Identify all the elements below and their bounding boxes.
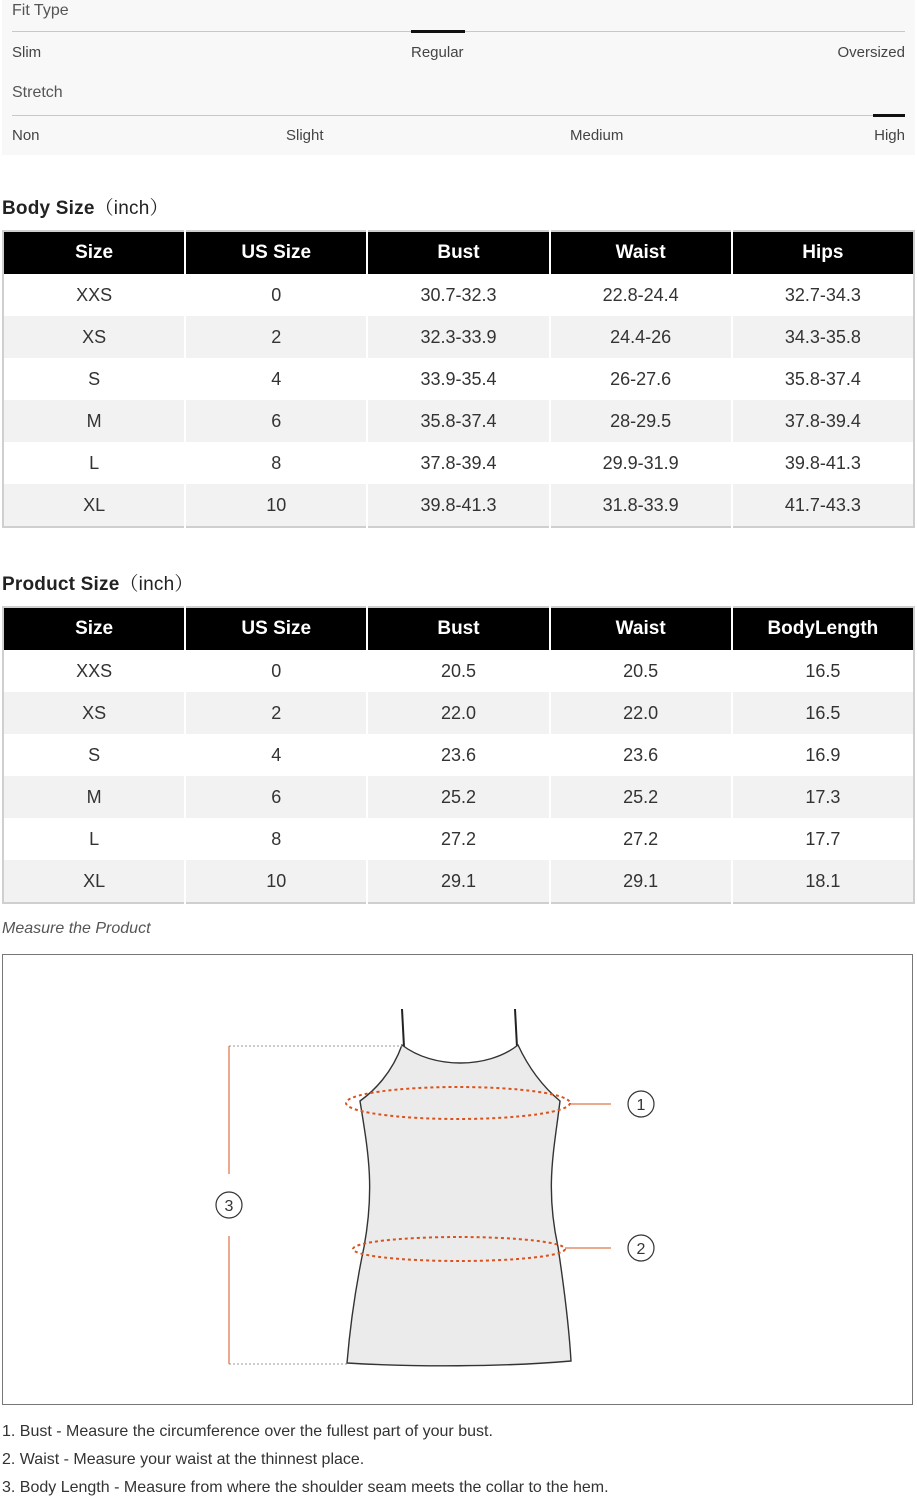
- cell: 2: [185, 316, 367, 358]
- stretch-track: [12, 115, 905, 116]
- cell: 27.2: [367, 818, 549, 860]
- camisole-body-shape: [347, 1045, 571, 1366]
- cell: 28-29.5: [550, 400, 732, 442]
- cell: 26-27.6: [550, 358, 732, 400]
- cell: 10: [185, 860, 367, 903]
- cell: 22.0: [550, 692, 732, 734]
- cell: 17.3: [732, 776, 914, 818]
- cell: 27.2: [550, 818, 732, 860]
- fit-type-marker: [411, 30, 465, 33]
- product-size-table: [2, 606, 915, 904]
- product-size-title-text: Product Size: [2, 574, 120, 595]
- header-us-size: US Size: [185, 607, 367, 650]
- cell: 25.2: [367, 776, 549, 818]
- table-row: [3, 860, 914, 903]
- body-size-title: [2, 193, 169, 220]
- cell: 4: [185, 358, 367, 400]
- marker-3-label: 3: [224, 1198, 234, 1215]
- cell: 29.1: [367, 860, 549, 903]
- product-size-unit: （inch）: [119, 574, 194, 595]
- fit-stretch-panel: [2, 0, 915, 155]
- cell: XXS: [3, 650, 185, 692]
- right-strap: [515, 1009, 517, 1047]
- cell: 18.1: [732, 860, 914, 903]
- cell: 39.8-41.3: [367, 484, 549, 527]
- cell: M: [3, 776, 185, 818]
- table-row: [3, 650, 914, 692]
- cell: 39.8-41.3: [784, 452, 861, 473]
- cell: 31.8-33.9: [550, 484, 732, 527]
- cell: 35.8-37.4: [784, 368, 861, 389]
- note-waist: 2. Waist - Measure your waist at the thinnest place.: [2, 1451, 365, 1468]
- stretch-marker: [873, 114, 905, 117]
- cell: 22.0: [367, 692, 549, 734]
- cell: 24.4-26: [550, 316, 732, 358]
- cell: 6: [185, 776, 367, 818]
- stretch-option-slight: Slight: [286, 127, 324, 144]
- cell: 20.5: [550, 650, 732, 692]
- header-body-length: BodyLength: [732, 607, 914, 650]
- fit-option-oversized: Oversized: [837, 44, 905, 61]
- stretch-label: Stretch: [12, 84, 63, 101]
- cell: 4: [185, 734, 367, 776]
- cell: 23.6: [550, 734, 732, 776]
- fit-type-label: Fit Type: [12, 2, 69, 19]
- table-row: [3, 274, 914, 316]
- cell: 0: [185, 274, 367, 316]
- cell: 35.8-37.4: [367, 400, 549, 442]
- cell: 0: [185, 650, 367, 692]
- body-size-table: [2, 230, 915, 528]
- fit-option-regular: Regular: [411, 44, 464, 61]
- cell: 25.2: [550, 776, 732, 818]
- header-hips: Hips: [732, 231, 914, 274]
- stretch-option-medium: Medium: [570, 127, 624, 144]
- cell: 10: [185, 484, 367, 527]
- cell: 29.1: [550, 860, 732, 903]
- camisole-diagram: [3, 955, 912, 1404]
- table-row: [3, 776, 914, 818]
- note-body-length: 3. Body Length - Measure from where the shoulder seam meets the collar to the hem.: [2, 1479, 609, 1496]
- header-waist: Waist: [550, 607, 732, 650]
- cell: 23.6: [367, 734, 549, 776]
- table-row: [3, 442, 914, 484]
- cell: 8: [185, 442, 367, 484]
- measure-notes: [2, 1420, 609, 1504]
- marker-1-label: 1: [636, 1097, 646, 1114]
- header-bust: Bust: [367, 231, 549, 274]
- body-size-title-text: Body Size: [2, 198, 95, 219]
- header-size: Size: [3, 607, 185, 650]
- product-size-title: [2, 569, 194, 596]
- cell: S: [3, 358, 185, 400]
- cell: 29.9-31.9: [550, 442, 732, 484]
- header-bust: Bust: [367, 607, 549, 650]
- body-size-unit: （inch）: [94, 198, 169, 219]
- marker-2-label: 2: [636, 1241, 646, 1258]
- table-row: [3, 484, 914, 527]
- cell: M: [3, 400, 185, 442]
- cell: 6: [185, 400, 367, 442]
- table-header-row: [3, 607, 914, 650]
- cell: 17.7: [805, 828, 841, 849]
- cell: S: [3, 734, 185, 776]
- table-row: [3, 692, 914, 734]
- table-row: [3, 400, 914, 442]
- measure-diagram: [2, 954, 913, 1405]
- left-strap: [402, 1009, 404, 1047]
- cell: XL: [3, 484, 185, 527]
- cell: 16.5: [805, 660, 841, 681]
- cell: 30.7-32.3: [367, 274, 549, 316]
- cell: 16.9: [805, 744, 841, 765]
- cell: 41.7-43.3: [732, 484, 914, 527]
- cell: L: [3, 818, 185, 860]
- cell: XXS: [3, 274, 185, 316]
- header-waist: Waist: [550, 231, 732, 274]
- cell: 34.3-35.8: [732, 316, 914, 358]
- cell: 37.8-39.4: [367, 442, 549, 484]
- header-us-size: US Size: [185, 231, 367, 274]
- cell: L: [3, 442, 185, 484]
- cell: 20.5: [367, 650, 549, 692]
- cell: XS: [3, 316, 185, 358]
- stretch-option-non: Non: [12, 127, 40, 144]
- table-row: [3, 316, 914, 358]
- table-row: [3, 818, 914, 860]
- cell: XS: [3, 692, 185, 734]
- stretch-option-high: High: [874, 127, 905, 144]
- cell: 37.8-39.4: [732, 400, 914, 442]
- cell: 32.7-34.3: [784, 284, 861, 305]
- cell: 8: [185, 818, 367, 860]
- table-header-row: [3, 231, 914, 274]
- cell: 2: [185, 692, 367, 734]
- table-row: [3, 358, 914, 400]
- cell: 33.9-35.4: [367, 358, 549, 400]
- table-row: [3, 734, 914, 776]
- measure-caption: Measure the Product: [2, 920, 151, 937]
- note-bust: 1. Bust - Measure the circumference over the fullest part of your bust.: [2, 1423, 493, 1440]
- cell: 22.8-24.4: [550, 274, 732, 316]
- cell: XL: [3, 860, 185, 903]
- fit-option-slim: Slim: [12, 44, 42, 61]
- header-size: Size: [3, 231, 185, 274]
- cell: 32.3-33.9: [367, 316, 549, 358]
- cell: 16.5: [732, 692, 914, 734]
